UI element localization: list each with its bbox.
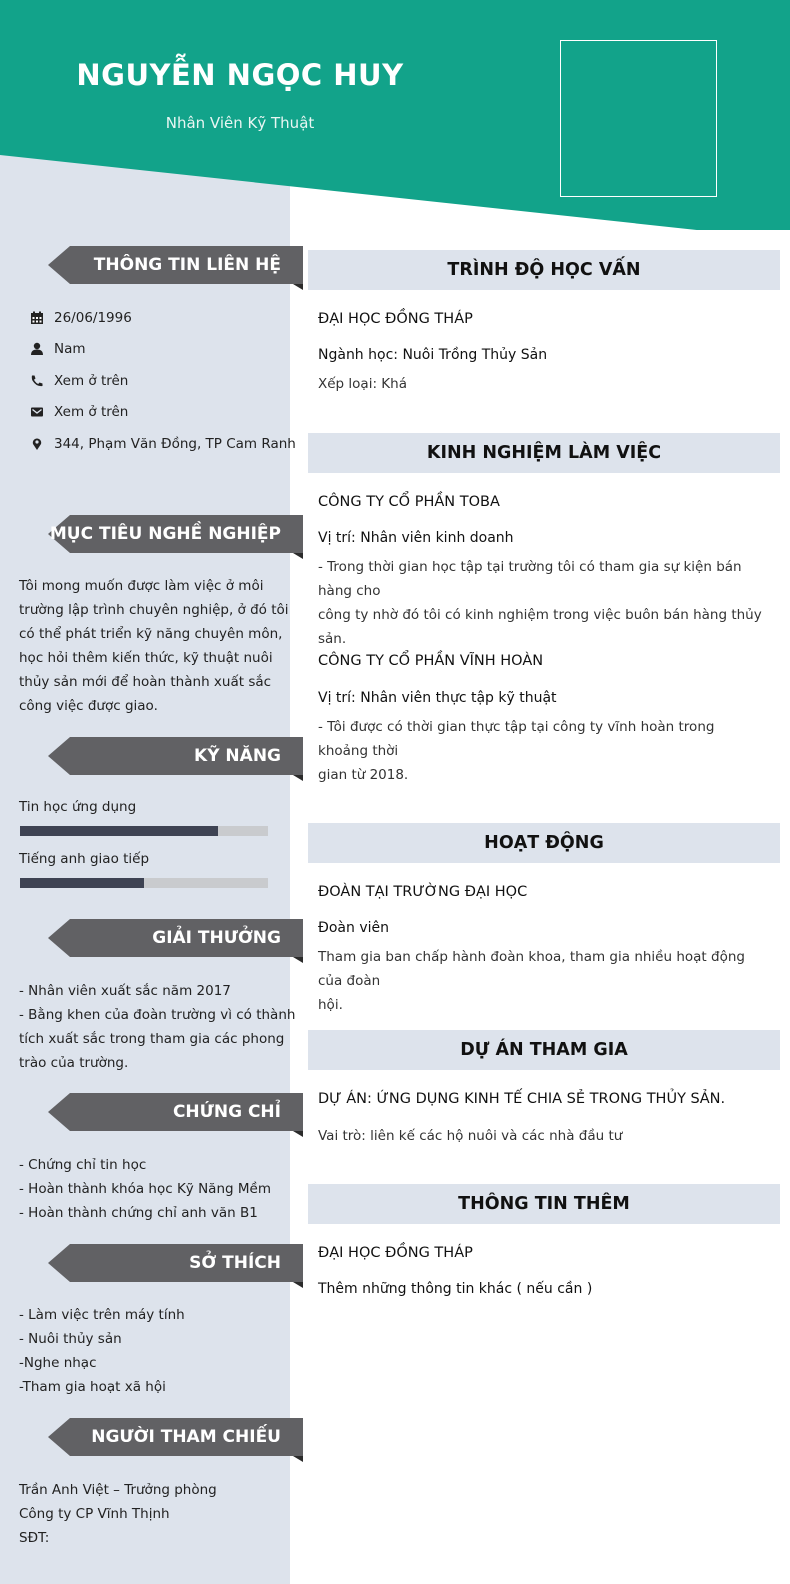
- contact-gender: Nam: [30, 341, 86, 357]
- job-description: - Tôi được có thời gian thực tập tại công ty vĩnh hoàn trong khoảng thời gian từ 2018.: [318, 719, 715, 783]
- job-company: CÔNG TY CỔ PHẦN VĨNH HOÀN: [318, 653, 544, 669]
- skill-bar: [20, 878, 268, 888]
- job-position: Vị trí: Nhân viên kinh doanh: [318, 530, 514, 546]
- section-title-education: TRÌNH ĐỘ HỌC VẤN: [308, 250, 780, 290]
- job-description: - Trong thời gian học tập tại trường tôi có tham gia sự kiện bán hàng cho công ty nhờ đó tôi có kinh nghiệm trong việc buôn bán hàng thủy sản.: [318, 559, 762, 647]
- profile-photo-placeholder[interactable]: [560, 40, 717, 197]
- project-name: DỰ ÁN: ỨNG DỤNG KINH TẾ CHIA SẺ TRONG THỦY SẢN.: [318, 1091, 726, 1107]
- section-title-hobbies: SỞ THÍCH: [48, 1244, 303, 1282]
- references-text: Trần Anh Việt – Trưởng phòng Công ty CP Vĩnh Thịnh SĐT:: [19, 1482, 217, 1546]
- section-title-experience: KINH NGHIỆM LÀM VIỆC: [308, 433, 780, 473]
- job-company: CÔNG TY CỔ PHẦN TOBA: [318, 494, 500, 510]
- job-title: Nhân Viên Kỹ Thuật: [165, 114, 315, 132]
- contact-address: 344, Phạm Văn Đồng, TP Cam Ranh: [30, 436, 296, 452]
- contact-email: Xem ở trên: [30, 404, 128, 420]
- skill-bar-fill: [20, 826, 218, 836]
- skill-bar-fill: [20, 878, 144, 888]
- certificates-text: - Chứng chỉ tin học - Hoàn thành khóa học Kỹ Năng Mềm - Hoàn thành chứng chỉ anh văn B1: [19, 1157, 271, 1221]
- section-title-awards: GIẢI THƯỞNG: [48, 919, 303, 957]
- calendar-icon: [30, 311, 44, 325]
- activity-role: Đoàn viên: [318, 920, 389, 936]
- education-school: ĐẠI HỌC ĐỒNG THÁP: [318, 311, 473, 327]
- contact-phone: Xem ở trên: [30, 373, 128, 389]
- section-title-skills: KỸ NĂNG: [48, 737, 303, 775]
- section-title-contact: THÔNG TIN LIÊN HỆ: [48, 246, 303, 284]
- hobbies-text: - Làm việc trên máy tính - Nuôi thủy sản -Nghe nhạc -Tham gia hoạt xã hội: [19, 1307, 185, 1395]
- section-title-activities: HOẠT ĐỘNG: [308, 823, 780, 863]
- job-position: Vị trí: Nhân viên thực tập kỹ thuật: [318, 690, 557, 706]
- phone-icon: [30, 374, 44, 388]
- skill-name: Tiếng anh giao tiếp: [19, 851, 150, 867]
- objective-text: Tôi mong muốn được làm việc ở môi trường lập trình chuyên nghiệp, ở đó tôi có thể phát triển kỹ năng chuyên môn, học hỏi thêm kiến thức, kỹ thuật nuôi thủy sản mới để hoàn thành xuất sắc công việc được giao.: [19, 578, 289, 714]
- additional-note: Thêm những thông tin khác ( nếu cần ): [318, 1281, 593, 1297]
- location-icon: [30, 437, 44, 451]
- project-role: Vai trò: liên kế các hộ nuôi và các nhà đầu tư: [318, 1128, 623, 1144]
- section-title-references: NGƯỜI THAM CHIẾU: [48, 1418, 303, 1456]
- section-title-additional: THÔNG TIN THÊM: [308, 1184, 780, 1224]
- email-icon: [30, 405, 44, 419]
- skill-bar: [20, 826, 268, 836]
- education-major: Ngành học: Nuôi Trồng Thủy Sản: [318, 347, 548, 363]
- additional-org: ĐẠI HỌC ĐỒNG THÁP: [318, 1245, 473, 1261]
- section-title-projects: DỰ ÁN THAM GIA: [308, 1030, 780, 1070]
- candidate-name: NGUYỄN NGỌC HUY: [76, 58, 404, 92]
- skill-name: Tin học ứng dụng: [19, 799, 137, 815]
- section-title-objective: MỤC TIÊU NGHỀ NGHIỆP: [48, 515, 303, 553]
- awards-text: - Nhân viên xuất sắc năm 2017 - Bằng khen của đoàn trường vì có thành tích xuất sắc trong tham gia các phong trào của trường.: [19, 983, 296, 1071]
- section-title-certificates: CHỨNG CHỈ: [48, 1093, 303, 1131]
- education-grade: Xếp loại: Khá: [318, 376, 407, 392]
- activity-description: Tham gia ban chấp hành đoàn khoa, tham gia nhiều hoạt động của đoàn hội.: [318, 949, 745, 1013]
- contact-birthdate: 26/06/1996: [30, 310, 132, 326]
- user-icon: [30, 342, 44, 356]
- activity-org: ĐOÀN TẠI TRƯỜNG ĐẠI HỌC: [318, 884, 528, 900]
